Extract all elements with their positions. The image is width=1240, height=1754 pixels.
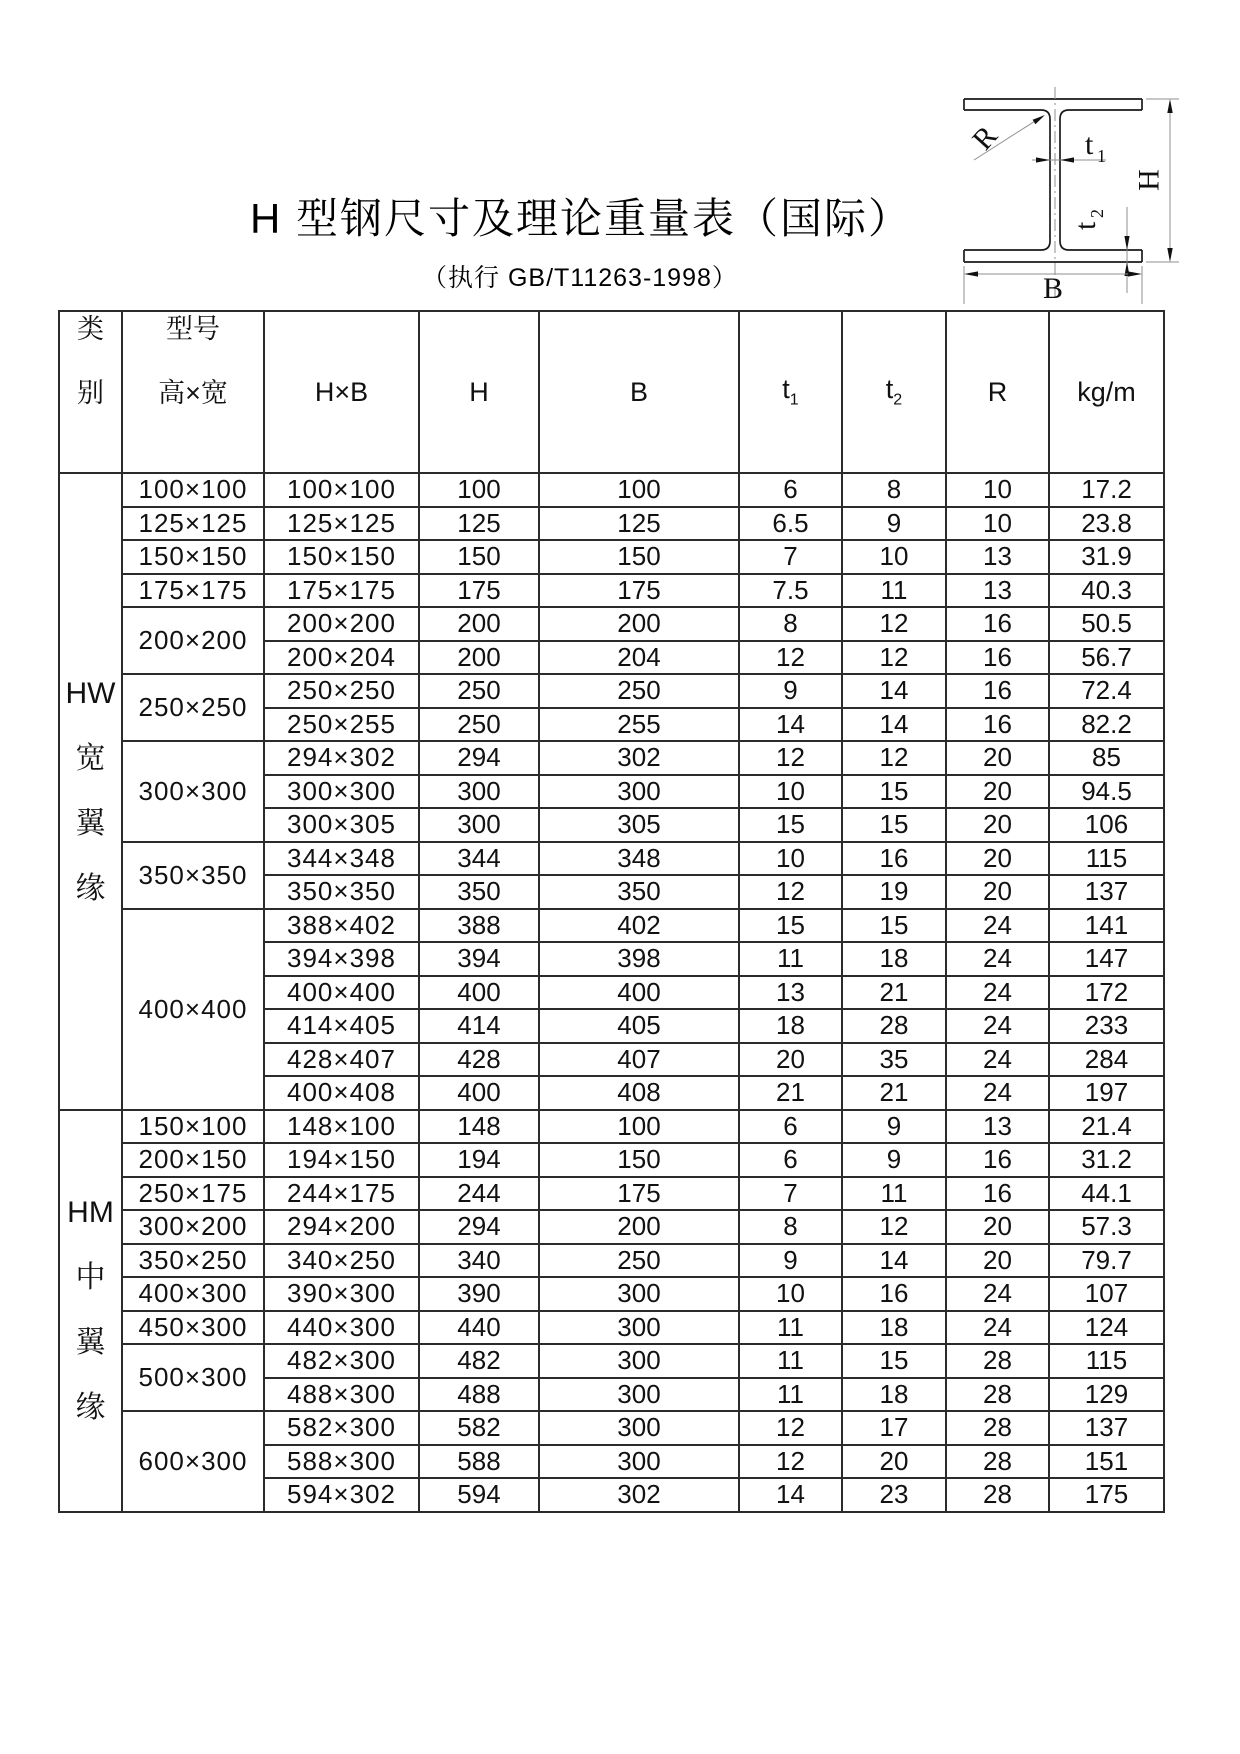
table-row: [59, 842, 1164, 876]
col-header-hxb: H×B: [264, 311, 419, 473]
value-cell: 300×305: [264, 808, 419, 842]
value-cell: 388×402: [264, 909, 419, 943]
value-cell: 440×300: [264, 1311, 419, 1345]
value-cell: 100: [539, 473, 739, 507]
value-cell: 12: [842, 641, 946, 675]
category-cell-hw: [59, 473, 122, 1110]
value-cell: 250×250: [264, 674, 419, 708]
value-cell: 82.2: [1049, 708, 1164, 742]
diagram-label-t1-sub: 1: [1097, 146, 1106, 166]
value-cell: 137: [1049, 1411, 1164, 1445]
value-cell: 23: [842, 1478, 946, 1512]
value-cell: 21: [739, 1076, 842, 1110]
value-cell: 175×175: [264, 574, 419, 608]
value-cell: 348: [539, 842, 739, 876]
value-cell: 20: [739, 1043, 842, 1077]
diagram-label-t2-sub: 2: [1087, 209, 1107, 218]
value-cell: 204: [539, 641, 739, 675]
model-cell: 200×200: [122, 607, 264, 674]
value-cell: 300: [539, 1445, 739, 1479]
value-cell: 12: [739, 875, 842, 909]
value-cell: 350×350: [264, 875, 419, 909]
value-cell: 398: [539, 942, 739, 976]
model-cell: 125×125: [122, 507, 264, 541]
value-cell: 400: [539, 976, 739, 1010]
value-cell: 250: [539, 1244, 739, 1278]
value-cell: 125: [539, 507, 739, 541]
value-cell: 255: [539, 708, 739, 742]
value-cell: 20: [946, 842, 1049, 876]
col-header-b: B: [539, 311, 739, 473]
table-header-row: [59, 311, 1164, 473]
value-cell: 150: [539, 1143, 739, 1177]
table-row: [59, 1177, 1164, 1211]
value-cell: 9: [739, 1244, 842, 1278]
value-cell: 18: [842, 942, 946, 976]
value-cell: 300: [539, 775, 739, 809]
value-cell: 200: [539, 1210, 739, 1244]
category-label: HM: [67, 1196, 114, 1229]
table-row: [59, 674, 1164, 708]
col-header-r: R: [946, 311, 1049, 473]
value-cell: 594×302: [264, 1478, 419, 1512]
value-cell: 100: [419, 473, 539, 507]
h-beam-outline: [964, 99, 1142, 262]
value-cell: 482: [419, 1344, 539, 1378]
value-cell: 582×300: [264, 1411, 419, 1445]
value-cell: 175: [1049, 1478, 1164, 1512]
value-cell: 12: [739, 1445, 842, 1479]
value-cell: 200: [419, 607, 539, 641]
value-cell: 44.1: [1049, 1177, 1164, 1211]
value-cell: 12: [739, 641, 842, 675]
value-cell: 11: [739, 1378, 842, 1412]
model-cell: 350×250: [122, 1244, 264, 1278]
category-label: 中: [75, 1261, 106, 1294]
value-cell: 8: [739, 607, 842, 641]
col-header-model-line1: 型号: [166, 314, 220, 344]
value-cell: 300: [539, 1311, 739, 1345]
value-cell: 15: [842, 775, 946, 809]
value-cell: 6: [739, 473, 842, 507]
value-cell: 11: [739, 942, 842, 976]
col-header-kgm: kg/m: [1049, 311, 1164, 473]
model-cell: 300×200: [122, 1210, 264, 1244]
value-cell: 302: [539, 741, 739, 775]
value-cell: 488: [419, 1378, 539, 1412]
value-cell: 340×250: [264, 1244, 419, 1278]
value-cell: 300: [539, 1277, 739, 1311]
diagram-label-h: H: [1132, 169, 1166, 191]
value-cell: 150: [539, 540, 739, 574]
value-cell: 15: [842, 909, 946, 943]
value-cell: 440: [419, 1311, 539, 1345]
value-cell: 100: [539, 1110, 739, 1144]
value-cell: 11: [739, 1344, 842, 1378]
value-cell: 250×255: [264, 708, 419, 742]
value-cell: 50.5: [1049, 607, 1164, 641]
value-cell: 28: [946, 1344, 1049, 1378]
value-cell: 21.4: [1049, 1110, 1164, 1144]
model-cell: 150×150: [122, 540, 264, 574]
value-cell: 400×400: [264, 976, 419, 1010]
value-cell: 13: [739, 976, 842, 1010]
value-cell: 12: [842, 1210, 946, 1244]
value-cell: 305: [539, 808, 739, 842]
value-cell: 428×407: [264, 1043, 419, 1077]
value-cell: 28: [946, 1378, 1049, 1412]
category-label: 翼: [75, 806, 106, 840]
value-cell: 11: [842, 574, 946, 608]
value-cell: 302: [539, 1478, 739, 1512]
table-row: [59, 507, 1164, 541]
value-cell: 24: [946, 1076, 1049, 1110]
table-row: [59, 1277, 1164, 1311]
value-cell: 15: [739, 808, 842, 842]
value-cell: 194×150: [264, 1143, 419, 1177]
category-cell-hm: [59, 1110, 122, 1512]
value-cell: 300×300: [264, 775, 419, 809]
value-cell: 12: [842, 741, 946, 775]
value-cell: 124: [1049, 1311, 1164, 1345]
value-cell: 300: [539, 1378, 739, 1412]
value-cell: 24: [946, 1043, 1049, 1077]
value-cell: 56.7: [1049, 641, 1164, 675]
diagram-label-b: B: [1042, 272, 1064, 305]
value-cell: 9: [842, 1143, 946, 1177]
table-row: [59, 1110, 1164, 1144]
model-cell: 400×300: [122, 1277, 264, 1311]
value-cell: 16: [946, 607, 1049, 641]
value-cell: 19: [842, 875, 946, 909]
value-cell: 20: [946, 808, 1049, 842]
value-cell: 390×300: [264, 1277, 419, 1311]
value-cell: 12: [842, 607, 946, 641]
value-cell: 17.2: [1049, 473, 1164, 507]
spec-table: [58, 310, 1165, 1513]
table-row: [59, 540, 1164, 574]
value-cell: 137: [1049, 875, 1164, 909]
value-cell: 12: [739, 1411, 842, 1445]
value-cell: 31.2: [1049, 1143, 1164, 1177]
value-cell: 200: [539, 607, 739, 641]
category-label: 缘: [75, 871, 106, 905]
value-cell: 8: [842, 473, 946, 507]
value-cell: 13: [946, 540, 1049, 574]
value-cell: 394×398: [264, 942, 419, 976]
page-title: H 型钢尺寸及理论重量表（国际）: [250, 195, 913, 242]
model-cell: 200×150: [122, 1143, 264, 1177]
value-cell: 28: [946, 1478, 1049, 1512]
value-cell: 350: [539, 875, 739, 909]
value-cell: 9: [842, 1110, 946, 1144]
value-cell: 10: [842, 540, 946, 574]
value-cell: 482×300: [264, 1344, 419, 1378]
value-cell: 100×100: [264, 473, 419, 507]
value-cell: 147: [1049, 942, 1164, 976]
value-cell: 24: [946, 976, 1049, 1010]
value-cell: 344: [419, 842, 539, 876]
table-row: [59, 1143, 1164, 1177]
diagram-label-t2: t: [1069, 221, 1102, 230]
value-cell: 294: [419, 1210, 539, 1244]
value-cell: 10: [946, 507, 1049, 541]
value-cell: 94.5: [1049, 775, 1164, 809]
value-cell: 79.7: [1049, 1244, 1164, 1278]
value-cell: 175: [539, 1177, 739, 1211]
model-cell: 450×300: [122, 1311, 264, 1345]
table-row: [59, 1311, 1164, 1345]
value-cell: 340: [419, 1244, 539, 1278]
value-cell: 115: [1049, 842, 1164, 876]
diagram-label-t1: t: [1085, 128, 1094, 161]
value-cell: 18: [739, 1009, 842, 1043]
col-header-model: [122, 311, 264, 473]
value-cell: 14: [842, 674, 946, 708]
value-cell: 20: [842, 1445, 946, 1479]
value-cell: 14: [739, 708, 842, 742]
table-row: [59, 741, 1164, 775]
value-cell: 414×405: [264, 1009, 419, 1043]
value-cell: 14: [842, 1244, 946, 1278]
value-cell: 294×302: [264, 741, 419, 775]
value-cell: 14: [739, 1478, 842, 1512]
value-cell: 390: [419, 1277, 539, 1311]
value-cell: 20: [946, 875, 1049, 909]
value-cell: 11: [842, 1177, 946, 1211]
value-cell: 16: [946, 1143, 1049, 1177]
value-cell: 582: [419, 1411, 539, 1445]
value-cell: 150×150: [264, 540, 419, 574]
value-cell: 244×175: [264, 1177, 419, 1211]
value-cell: 488×300: [264, 1378, 419, 1412]
value-cell: 6: [739, 1143, 842, 1177]
value-cell: 250: [419, 708, 539, 742]
value-cell: 300: [419, 808, 539, 842]
value-cell: 28: [946, 1411, 1049, 1445]
value-cell: 20: [946, 775, 1049, 809]
col-header-h: H: [419, 311, 539, 473]
value-cell: 18: [842, 1311, 946, 1345]
value-cell: 16: [842, 1277, 946, 1311]
value-cell: 408: [539, 1076, 739, 1110]
value-cell: 197: [1049, 1076, 1164, 1110]
value-cell: 148×100: [264, 1110, 419, 1144]
value-cell: 151: [1049, 1445, 1164, 1479]
value-cell: 200×204: [264, 641, 419, 675]
value-cell: 244: [419, 1177, 539, 1211]
value-cell: 588: [419, 1445, 539, 1479]
value-cell: 20: [946, 1210, 1049, 1244]
value-cell: 141: [1049, 909, 1164, 943]
table-row: [59, 1411, 1164, 1445]
spec-table-body: [59, 473, 1164, 1512]
model-cell: 500×300: [122, 1344, 264, 1411]
value-cell: 10: [946, 473, 1049, 507]
value-cell: 172: [1049, 976, 1164, 1010]
value-cell: 31.9: [1049, 540, 1164, 574]
value-cell: 12: [739, 741, 842, 775]
value-cell: 24: [946, 909, 1049, 943]
value-cell: 15: [842, 1344, 946, 1378]
model-cell: 100×100: [122, 473, 264, 507]
value-cell: 400: [419, 1076, 539, 1110]
model-cell: 300×300: [122, 741, 264, 842]
table-row: [59, 574, 1164, 608]
value-cell: 414: [419, 1009, 539, 1043]
diagram-label-r: R: [966, 119, 1004, 157]
value-cell: 150: [419, 540, 539, 574]
value-cell: 15: [842, 808, 946, 842]
value-cell: 129: [1049, 1378, 1164, 1412]
value-cell: 23.8: [1049, 507, 1164, 541]
value-cell: 24: [946, 1277, 1049, 1311]
value-cell: 16: [946, 708, 1049, 742]
value-cell: 148: [419, 1110, 539, 1144]
col-header-t2: $t_2$: [842, 311, 946, 473]
model-cell: 350×350: [122, 842, 264, 909]
value-cell: 294: [419, 741, 539, 775]
value-cell: 200: [419, 641, 539, 675]
col-header-category-line1: 类: [77, 314, 104, 344]
value-cell: 284: [1049, 1043, 1164, 1077]
value-cell: 40.3: [1049, 574, 1164, 608]
value-cell: 428: [419, 1043, 539, 1077]
value-cell: 107: [1049, 1277, 1164, 1311]
col-header-category-line2: 别: [77, 378, 104, 408]
table-row: [59, 1344, 1164, 1378]
value-cell: 175: [539, 574, 739, 608]
value-cell: 250: [539, 674, 739, 708]
value-cell: 7: [739, 540, 842, 574]
value-cell: 14: [842, 708, 946, 742]
value-cell: 194: [419, 1143, 539, 1177]
value-cell: 300: [419, 775, 539, 809]
value-cell: 9: [739, 674, 842, 708]
value-cell: 125: [419, 507, 539, 541]
value-cell: 35: [842, 1043, 946, 1077]
value-cell: 300: [539, 1344, 739, 1378]
value-cell: 16: [946, 641, 1049, 675]
value-cell: 28: [842, 1009, 946, 1043]
value-cell: 233: [1049, 1009, 1164, 1043]
value-cell: 8: [739, 1210, 842, 1244]
h-beam-section-diagram: [860, 70, 1195, 315]
value-cell: 588×300: [264, 1445, 419, 1479]
value-cell: 16: [946, 674, 1049, 708]
page-subtitle: （执行 GB/T11263-1998）: [422, 264, 738, 292]
table-row: [59, 909, 1164, 943]
value-cell: 85: [1049, 741, 1164, 775]
value-cell: 24: [946, 1311, 1049, 1345]
value-cell: 344×348: [264, 842, 419, 876]
value-cell: 7: [739, 1177, 842, 1211]
value-cell: 402: [539, 909, 739, 943]
value-cell: 10: [739, 775, 842, 809]
value-cell: 106: [1049, 808, 1164, 842]
value-cell: 21: [842, 976, 946, 1010]
value-cell: 20: [946, 1244, 1049, 1278]
value-cell: 407: [539, 1043, 739, 1077]
category-label: 翼: [75, 1326, 106, 1359]
value-cell: 594: [419, 1478, 539, 1512]
model-cell: 250×250: [122, 674, 264, 741]
value-cell: 24: [946, 942, 1049, 976]
value-cell: 13: [946, 1110, 1049, 1144]
value-cell: 400×408: [264, 1076, 419, 1110]
value-cell: 13: [946, 574, 1049, 608]
value-cell: 57.3: [1049, 1210, 1164, 1244]
col-header-model-line2: 高×宽: [158, 378, 228, 408]
model-cell: 600×300: [122, 1411, 264, 1512]
value-cell: 250: [419, 674, 539, 708]
value-cell: 400: [419, 976, 539, 1010]
value-cell: 405: [539, 1009, 739, 1043]
value-cell: 350: [419, 875, 539, 909]
value-cell: 24: [946, 1009, 1049, 1043]
table-row: [59, 1244, 1164, 1278]
value-cell: 20: [946, 741, 1049, 775]
model-cell: 250×175: [122, 1177, 264, 1211]
value-cell: 16: [842, 842, 946, 876]
col-header-t1: $t_1$: [739, 311, 842, 473]
value-cell: 15: [739, 909, 842, 943]
table-row: [59, 1210, 1164, 1244]
value-cell: 115: [1049, 1344, 1164, 1378]
value-cell: 11: [739, 1311, 842, 1345]
value-cell: 16: [946, 1177, 1049, 1211]
category-label: 宽: [75, 741, 106, 775]
value-cell: 6.5: [739, 507, 842, 541]
model-cell: 150×100: [122, 1110, 264, 1144]
value-cell: 388: [419, 909, 539, 943]
value-cell: 175: [419, 574, 539, 608]
model-cell: 400×400: [122, 909, 264, 1110]
category-label: 缘: [75, 1391, 106, 1424]
value-cell: 18: [842, 1378, 946, 1412]
value-cell: 9: [842, 507, 946, 541]
value-cell: 394: [419, 942, 539, 976]
col-header-category: [59, 311, 122, 473]
value-cell: 7.5: [739, 574, 842, 608]
category-label: HW: [65, 676, 116, 710]
value-cell: 294×200: [264, 1210, 419, 1244]
model-cell: 175×175: [122, 574, 264, 608]
table-row: [59, 607, 1164, 641]
value-cell: 72.4: [1049, 674, 1164, 708]
value-cell: 21: [842, 1076, 946, 1110]
value-cell: 10: [739, 842, 842, 876]
value-cell: 28: [946, 1445, 1049, 1479]
value-cell: 125×125: [264, 507, 419, 541]
value-cell: 17: [842, 1411, 946, 1445]
value-cell: 6: [739, 1110, 842, 1144]
value-cell: 200×200: [264, 607, 419, 641]
value-cell: 300: [539, 1411, 739, 1445]
value-cell: 10: [739, 1277, 842, 1311]
table-row: [59, 473, 1164, 507]
